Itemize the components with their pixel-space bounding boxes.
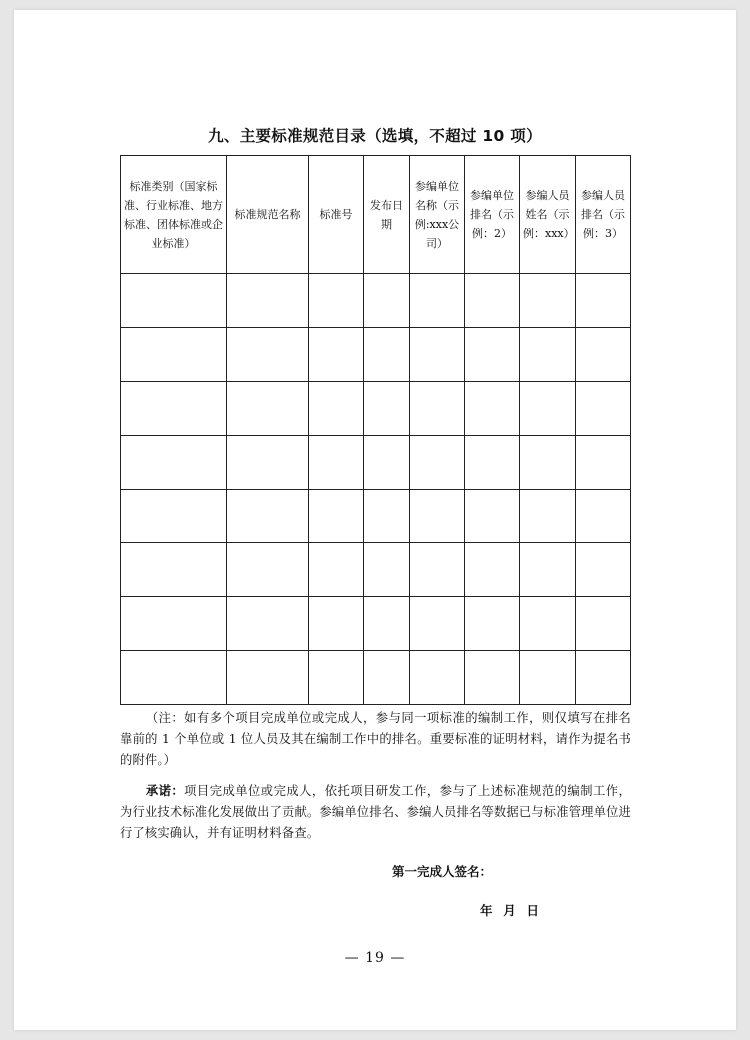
table-cell[interactable] [121, 651, 227, 705]
table-cell[interactable] [576, 274, 631, 328]
table-cell[interactable] [227, 489, 309, 543]
header-publish-date: 发布日期 [364, 156, 410, 274]
table-cell[interactable] [576, 381, 631, 435]
table-cell[interactable] [465, 274, 520, 328]
header-standard-category: 标准类别（国家标准、行业标准、地方标准、团体标准或企业标准） [121, 156, 227, 274]
table-cell[interactable] [364, 327, 410, 381]
date-label: 年 月 日 [480, 903, 540, 918]
table-cell[interactable] [309, 489, 364, 543]
table-cell[interactable] [576, 435, 631, 489]
table-cell[interactable] [465, 381, 520, 435]
table-cell[interactable] [364, 597, 410, 651]
table-cell[interactable] [520, 543, 576, 597]
table-cell[interactable] [520, 327, 576, 381]
table-cell[interactable] [309, 651, 364, 705]
table-cell[interactable] [410, 543, 465, 597]
table-row [121, 435, 631, 489]
table-cell[interactable] [465, 327, 520, 381]
table-cell[interactable] [364, 651, 410, 705]
table-cell[interactable] [309, 597, 364, 651]
pledge-text: 项目完成单位或完成人，依托项目研发工作，参与了上述标准规范的编制工作，为行业技术标准化发展做出了贡献。参编单位排名、参编人员排名等数据已与标准管理单位进行了核实确认，并有证明材料备查。 [120, 784, 631, 840]
header-person-rank: 参编人员排名（示例：3） [576, 156, 631, 274]
table-row [121, 381, 631, 435]
signature-label: 第一完成人签名： [392, 864, 493, 879]
page-number: — 19 — [344, 950, 406, 966]
table-cell[interactable] [227, 327, 309, 381]
table-cell[interactable] [410, 597, 465, 651]
table-cell[interactable] [410, 651, 465, 705]
table-row [121, 274, 631, 328]
table-cell[interactable] [520, 274, 576, 328]
table-cell[interactable] [465, 651, 520, 705]
table-cell[interactable] [520, 489, 576, 543]
table-cell[interactable] [309, 274, 364, 328]
table-cell[interactable] [121, 435, 227, 489]
table-cell[interactable] [520, 381, 576, 435]
table-row [121, 651, 631, 705]
table-cell[interactable] [121, 489, 227, 543]
table-cell[interactable] [576, 489, 631, 543]
table-row [121, 327, 631, 381]
table-cell[interactable] [364, 381, 410, 435]
table-cell[interactable] [364, 543, 410, 597]
table-cell[interactable] [576, 651, 631, 705]
table-cell[interactable] [121, 597, 227, 651]
table-cell[interactable] [121, 327, 227, 381]
header-person-name: 参编人员姓名（示例：xxx） [520, 156, 576, 274]
table-row [121, 543, 631, 597]
table-cell[interactable] [227, 274, 309, 328]
table-cell[interactable] [520, 597, 576, 651]
table-cell[interactable] [410, 489, 465, 543]
table-cell[interactable] [465, 435, 520, 489]
table-row [121, 489, 631, 543]
table-cell[interactable] [410, 381, 465, 435]
table-cell[interactable] [520, 435, 576, 489]
table-cell[interactable] [520, 651, 576, 705]
table-cell[interactable] [309, 327, 364, 381]
table-cell[interactable] [576, 597, 631, 651]
standards-table [120, 155, 631, 705]
header-standard-name: 标准规范名称 [227, 156, 309, 274]
table-cell[interactable] [410, 327, 465, 381]
header-standard-number: 标准号 [309, 156, 364, 274]
table-cell[interactable] [364, 489, 410, 543]
table-cell[interactable] [465, 597, 520, 651]
table-cell[interactable] [465, 489, 520, 543]
table-cell[interactable] [227, 381, 309, 435]
pledge-paragraph [120, 781, 631, 844]
table-note: （注：如有多个项目完成单位或完成人，参与同一项标准的编制工作，则仅填写在排名靠前的 1 个单位或 1 位人员及其在编制工作中的排名。重要标准的证明材料，请作为提名书的附件。） [120, 711, 631, 767]
table-cell[interactable] [576, 327, 631, 381]
table-cell[interactable] [309, 435, 364, 489]
table-cell[interactable] [227, 597, 309, 651]
pledge-label: 承诺： [145, 784, 185, 798]
table-cell[interactable] [410, 435, 465, 489]
table-cell[interactable] [121, 543, 227, 597]
table-cell[interactable] [227, 543, 309, 597]
table-cell[interactable] [121, 381, 227, 435]
header-unit-rank: 参编单位排名（示例：2） [465, 156, 520, 274]
table-header-row [121, 156, 631, 274]
table-cell[interactable] [364, 274, 410, 328]
table-cell[interactable] [410, 274, 465, 328]
table-cell[interactable] [309, 381, 364, 435]
table-cell[interactable] [121, 274, 227, 328]
table-cell[interactable] [227, 651, 309, 705]
section-title: 九、主要标准规范目录（选填，不超过 10 项） [208, 127, 542, 145]
header-unit-name: 参编单位名称（示例:xxx公司） [410, 156, 465, 274]
table-body [121, 274, 631, 705]
table-cell[interactable] [364, 435, 410, 489]
table-cell[interactable] [465, 543, 520, 597]
table-cell[interactable] [309, 543, 364, 597]
table-cell[interactable] [576, 543, 631, 597]
table-cell[interactable] [227, 435, 309, 489]
table-row [121, 597, 631, 651]
